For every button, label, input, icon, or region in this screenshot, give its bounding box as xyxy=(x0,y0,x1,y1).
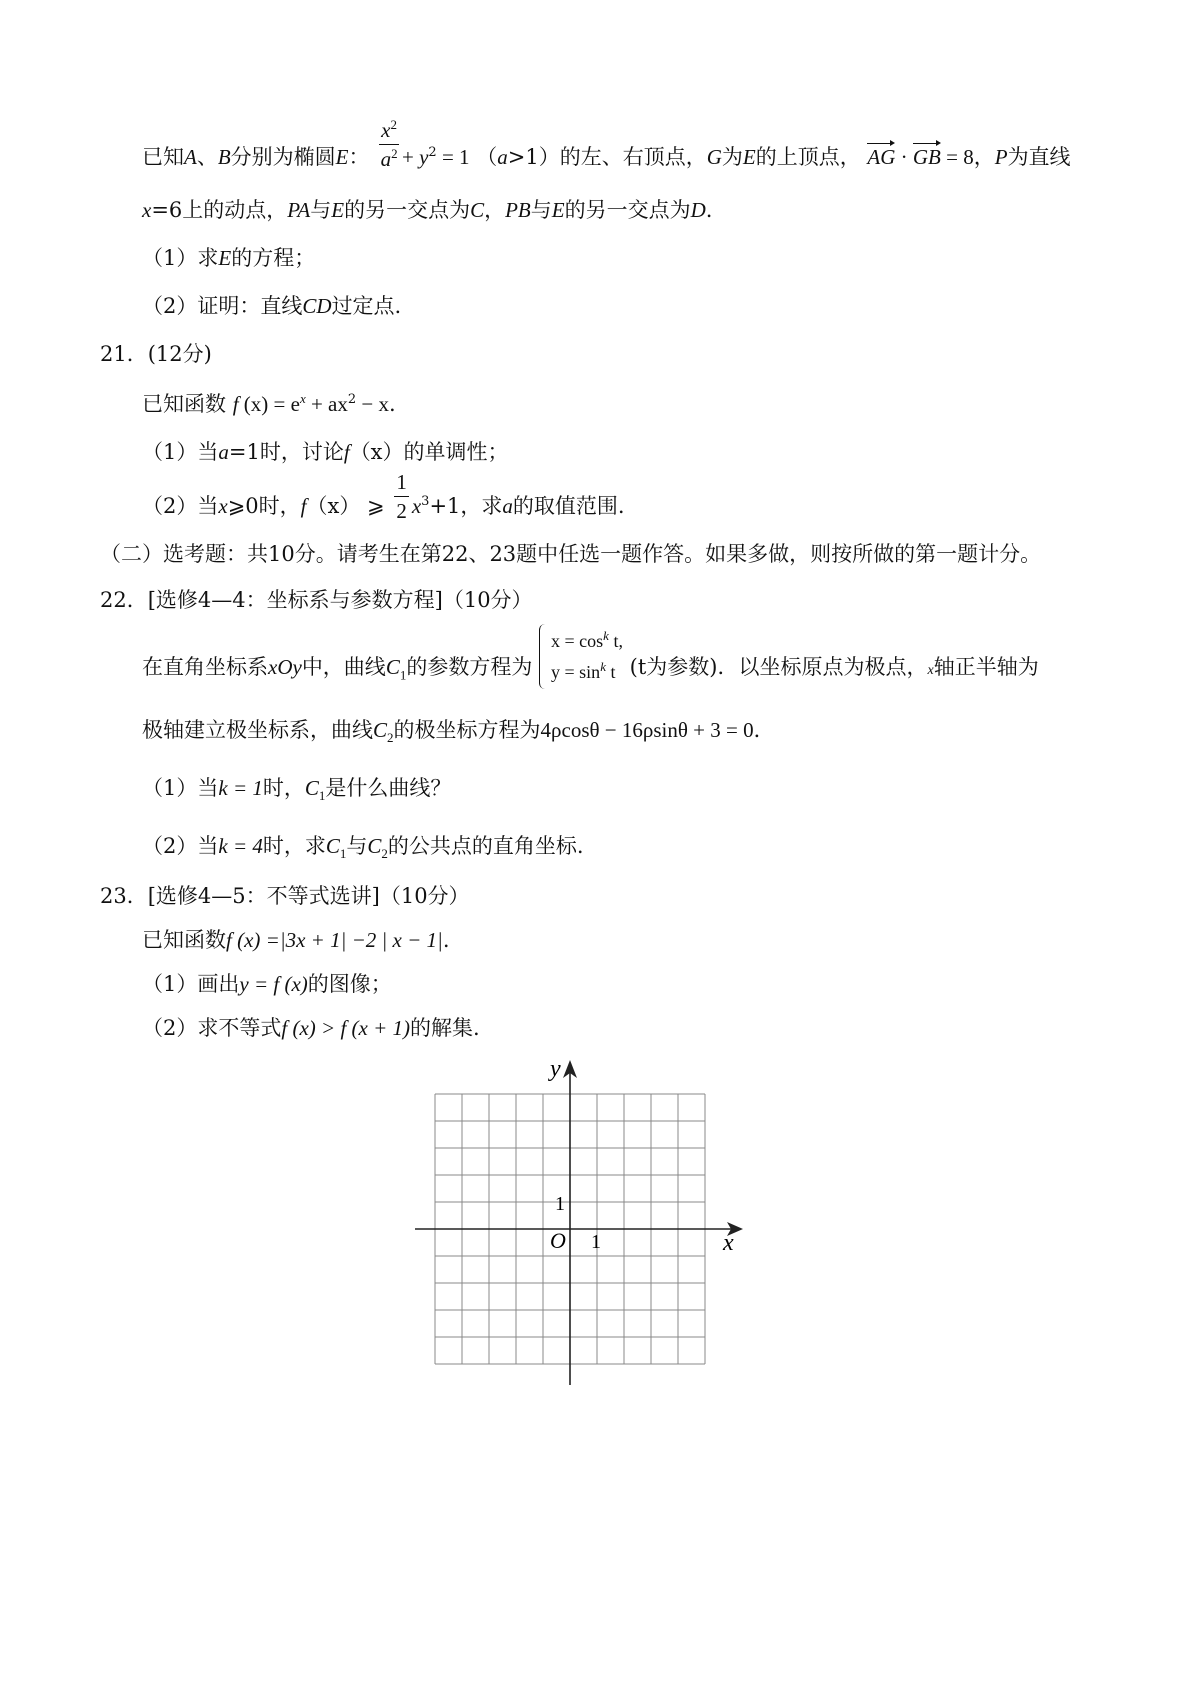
q20-stem-line2: x=6上的动点，PA与E的另一交点为C，PB与E的另一交点为D. xyxy=(142,198,713,222)
q21-stem: 已知函数 f $(x) = e^x + ax^2 - x$. xyxy=(142,391,396,416)
q23-part2: （2）求不等式f (x) > f (x + 1)的解集. xyxy=(142,1016,480,1040)
q22-part1: （1）当k = 1时，$C_1$是什么曲线？ xyxy=(142,776,452,804)
q23-stem: 已知函数f (x) =|3x + 1| −2 | x − 1|. xyxy=(142,928,450,952)
y-axis-label: y xyxy=(550,1056,561,1082)
vector-gb: GB xyxy=(912,145,941,170)
q22-stem-line2: 极轴建立极坐标系，曲线$C_2$的极坐标方程为4ρcosθ − 16ρsinθ + 3 = 0． xyxy=(142,718,775,746)
q21-header: 21．(12分) xyxy=(100,342,212,366)
section-2-instructions: （二）选考题：共10分。请考生在第22、23题中任选一题作答。如果多做，则按所做的第一题计分。 xyxy=(100,542,1042,566)
q23-part1: （1）画出y = f (x)的图像； xyxy=(142,972,392,996)
parametric-system: $x = \cos^k t$, $y = \sin^k t$ xyxy=(539,626,623,687)
vector-ag: AG xyxy=(867,145,896,170)
q23-header: 23．[选修4—5：不等式选讲]（10分） xyxy=(100,884,470,908)
origin-label: O xyxy=(550,1228,566,1253)
q21-part2: （2）当x⩾0时，f（x） ⩾ $\frac{1}{2}$ $x^3+1$，求a的取值范围. xyxy=(142,470,625,524)
ellipse-fraction: $\frac{x^2}{a^2}$ xyxy=(380,117,398,172)
y-unit-label: 1 xyxy=(555,1193,565,1215)
q22-part2: （2）当k = 4时，求$C_1$与$C_2$的公共点的直角坐标. xyxy=(142,834,584,862)
q20-part1: （1）求E的方程； xyxy=(142,246,316,270)
q21-part1: （1）当a=1时，讨论f（x）的单调性； xyxy=(142,440,509,464)
x-axis-label: x xyxy=(723,1230,734,1256)
half-fraction: $\frac{1}{2}$ xyxy=(396,470,407,524)
q22-header: 22．[选修4—4：坐标系与参数方程]（10分） xyxy=(100,588,533,612)
coordinate-grid xyxy=(405,1050,765,1400)
q20-stem-line1: 已知A、B分别为椭圆E： $\frac{x^2}{a^2}$ + $y^2 = 1$ （a>1）的左、右顶点，G为E的上顶点， AG · GB = 8，P为直线 xyxy=(142,117,1071,172)
x-unit-label: 1 xyxy=(591,1231,601,1253)
q20-part2: （2）证明：直线CD过定点. xyxy=(142,294,402,318)
q22-stem-line1: 在直角坐标系xOy中，曲线$C_1$的参数方程为 $x = \cos^k t$, $y = \sin^k t$ (t为参数)．以坐标原点为极点，x轴正半轴为 xyxy=(142,650,1039,687)
